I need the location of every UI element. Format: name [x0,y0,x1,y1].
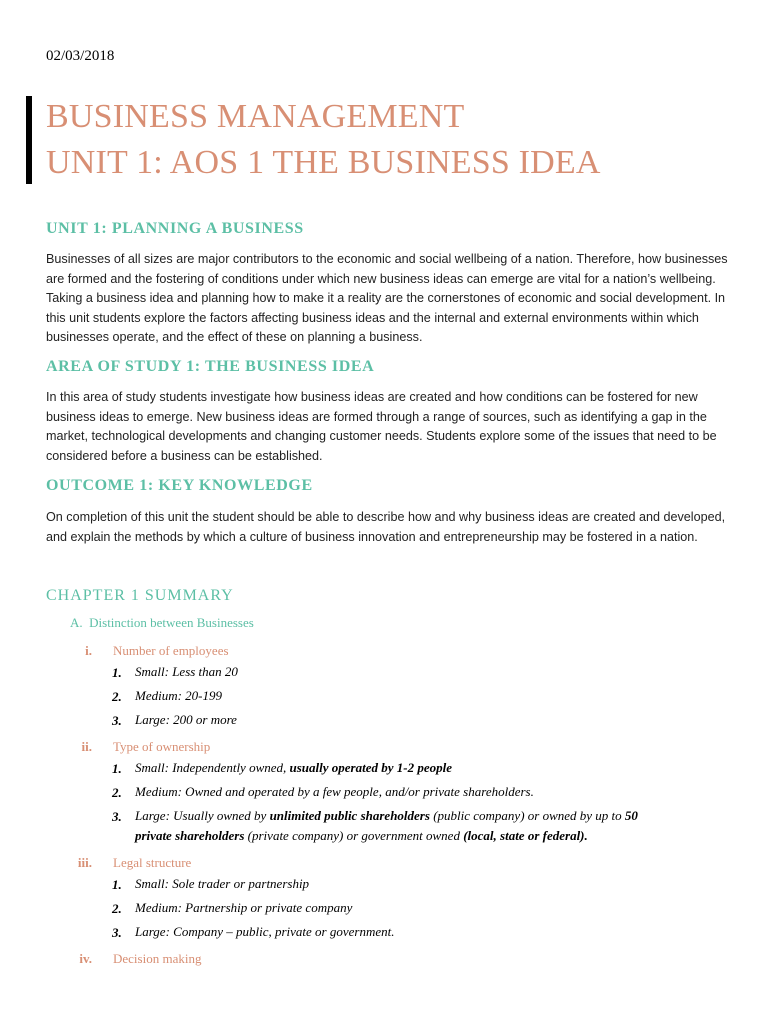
item-text: Medium: 20-199 [135,688,223,703]
emphasis-text: unlimited public shareholders [269,808,430,823]
date: 02/03/2018 [46,48,115,64]
section-paragraph [46,250,726,348]
paragraph-line: On completion of this unit the student should be able to describe how and why business ideas are created and developed, [46,510,726,524]
item-text: (private company) or government owned [244,828,464,843]
outline-marker: A. [70,615,83,630]
page-title [46,94,601,186]
list-item [135,758,452,778]
subsection-label: Type of ownership [113,739,211,754]
paragraph-line: and explain the methods by which a culture of business innovation and entrepreneurship may be fostered in a nation. [46,529,698,544]
item-number: 1. [112,761,122,776]
emphasis-text: usually operated by 1-2 people [289,760,452,775]
item-text: Medium: Owned and operated by a few people, and/or private shareholders. [135,784,534,799]
list-item [135,898,352,918]
section-paragraph [46,388,726,466]
item-number: 1. [112,665,122,680]
section-heading: OUTCOME 1: KEY KNOWLEDGE [46,477,313,494]
list-item [135,686,222,706]
item-number: 3. [112,925,122,940]
paragraph-line: market, technological developments and changing customer needs. Students explore some of the issues that need to be [46,429,717,444]
paragraph-line: business ideas to emerge. New business ideas are formed through a range of sources, such as identifying a gap in the [46,409,707,424]
chapter-heading: CHAPTER 1 SUMMARY [46,587,234,604]
section-heading: UNIT 1: PLANNING A BUSINESS [46,220,304,237]
title-bar [26,96,32,184]
roman-marker: iv. [79,951,92,966]
roman-marker: iii. [77,855,92,870]
outline-section-a [70,615,254,631]
paragraph-line: considered before a business can be established. [46,448,323,463]
subsection-label: Number of employees [113,643,229,658]
title-line-2: UNIT 1: AOS 1 THE BUSINESS IDEA [46,144,601,181]
list-item [135,782,534,802]
item-number: 2. [112,689,122,704]
list-item [135,806,638,846]
item-number: 2. [112,785,122,800]
subsection-label: Decision making [113,951,202,966]
item-text: Small: Independently owned, [135,760,290,775]
item-number: 3. [112,713,122,728]
outline-label: Distinction between Businesses [89,615,254,630]
list-item [135,922,394,942]
emphasis-text: private shareholders [135,828,245,843]
roman-marker: i. [85,643,92,658]
item-text: Small: Less than 20 [135,664,238,679]
item-text: Large: Company – public, private or government. [135,924,395,939]
item-number: 1. [112,877,122,892]
paragraph-line: Taking a business idea and planning how to make it a reality are the cornerstones of economic and social development. In [46,291,726,306]
emphasis-text: 50 [624,808,638,823]
emphasis-text: (local, state or federal). [463,828,588,843]
item-text: Small: Sole trader or partnership [135,876,310,891]
subsection-label: Legal structure [113,855,192,870]
item-text: Large: Usually owned by [135,808,270,823]
paragraph-line: are formed and the fostering of conditions under which new business ideas can emerge are vital for a nation’s wellbeing. [46,271,716,286]
section-heading: AREA OF STUDY 1: THE BUSINESS IDEA [46,358,375,375]
list-item [135,874,309,894]
title-line-1: BUSINESS MANAGEMENT [46,98,465,135]
roman-marker: ii. [81,739,92,754]
list-item [135,662,238,682]
paragraph-line: Businesses of all sizes are major contributors to the economic and social wellbeing of a nation. Therefore, how businesses [46,252,728,266]
item-text: Medium: Partnership or private company [135,900,353,915]
item-number: 2. [112,901,122,916]
item-text: (public company) or owned by up to [429,808,625,823]
item-number: 3. [112,809,122,824]
list-item [135,710,237,730]
section-paragraph [46,508,726,547]
item-text: Large: 200 or more [135,712,237,727]
paragraph-line: In this area of study students investigate how business ideas are created and how conditions can be fostered for new [46,390,698,404]
paragraph-line: businesses operate, and the effect of these on planning a business. [46,330,423,345]
paragraph-line: this unit students explore the factors affecting business ideas and the internal and external environments within which [46,310,699,325]
